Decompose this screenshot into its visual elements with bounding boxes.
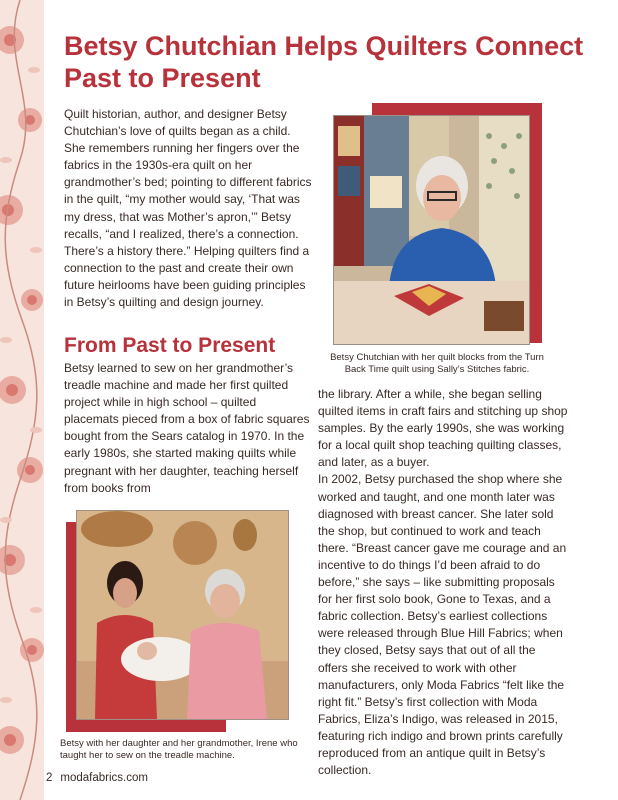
photo-caption-1: Betsy Chutchian with her quilt blocks from the Turn Back Time quilt using Sally’s Stitches fabric. [330, 352, 544, 375]
photo-betsy-quilt-blocks [333, 115, 530, 345]
column1-paragraph: Betsy learned to sew on her grandmother’s treadle machine and made her first quilted project while in high school – quilted placemats pieced from a box of fabric squares bought from the Sears catalog in 1970. In the early 1980s, she started making quilts while pregnant with her daughter, teaching herself from books from [64, 361, 310, 495]
footer-site-link[interactable]: modafabrics.com [60, 772, 148, 784]
page-footer [46, 772, 148, 784]
column2-paragraph-2: In 2002, Betsy purchased the shop where she worked and taught, and one month later was diagnosed with breast cancer. She later sold the shop, but continued to work and teach there. “Breast cancer gave me courage and an incentive to do things I’d been afraid to do before,” she says – like submitting proposals for her first solo book, Gone to Texas, and a fabric collection. Betsy’s earliest collections were released through Blue Hill Fabrics; when they closed, Betsy says that out of all the offers she received to work with other manufacturers, only Moda Fabrics “felt like the right fit.” Betsy’s first collection with Moda Fabrics, Eliza’s Indigo, was released in 2015, featuring rich indigo and brown prints carefully reproduced from an antique quilt in Betsy’s collection. [318, 472, 567, 778]
intro-paragraph: Quilt historian, author, and designer Betsy Chutchian’s love of quilts began as a child. She remembers running her fingers over the fabrics in the 1930s-era quilt on her grandmother’s bed; pointing to different fabrics in the quilt, “my mother would say, ‘That was my dress, that was Mother’s apron,’” Betsy recalls, “and I realized, there’s a connection. There’s a history there.” Helping quilters find a connection to the past and create their own future heirlooms have been guiding principles in Betsy’s quilting and design journey. [64, 107, 312, 310]
section-heading: From Past to Present [64, 334, 276, 357]
page-number: 2 [46, 772, 53, 784]
column2 [318, 386, 568, 779]
photo-betsy-daughter-grandmother [76, 510, 289, 720]
floral-border [0, 0, 44, 800]
column2-paragraph-1: the library. After a while, she began selling quilted items in craft fairs and stitching up shop samples. By the early 1990s, she was working for a local quilt shop teaching quilting classes, and later, as a buyer. [318, 387, 568, 470]
page-title: Betsy Chutchian Helps Quilters Connect Past to Present [64, 31, 584, 93]
photo-caption-2: Betsy with her daughter and her grandmother, Irene who taught her to sew on the treadle machine. [60, 738, 298, 761]
